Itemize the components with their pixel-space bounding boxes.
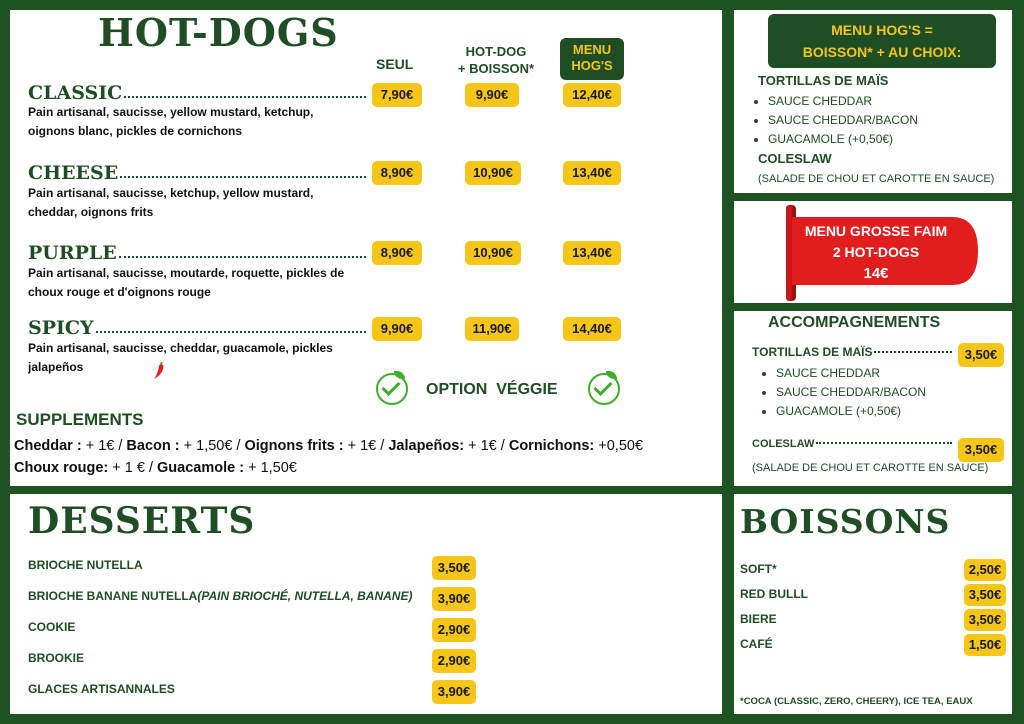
- menu-hogs-panel: [734, 10, 1012, 193]
- dotted-leader: [96, 331, 366, 333]
- boisson-name: BIERE: [740, 612, 777, 626]
- hotdog-purple-desc: Pain artisanal, saucisse, moutarde, roquette, pickles de choux rouge et d'oignons rouge: [28, 266, 345, 299]
- accomp-coleslaw-price: 3,50€: [958, 438, 1004, 462]
- dessert-name: BRIOCHE NUTELLA: [28, 558, 143, 572]
- supplement-price: + 1,50€: [244, 460, 297, 476]
- dessert-price: 3,90€: [432, 680, 476, 704]
- col-header-hotdog-boisson: HOT-DOG + BOISSON*: [457, 44, 535, 76]
- supplement-price: + 1€ /: [343, 438, 389, 454]
- hotdog-cheese-price-menu: 13,40€: [563, 161, 621, 185]
- hotdog-cheese-row: [28, 162, 370, 184]
- boisson-name: SOFT*: [740, 562, 777, 576]
- accomp-coleslaw-row: [752, 438, 956, 450]
- hotdog-spicy-row: [28, 317, 370, 339]
- hotdog-spicy-desc: Pain artisanal, saucisse, cheddar, guacamole, pickles jalapeños: [28, 341, 333, 374]
- hotdog-classic-price-seul: 7,90€: [372, 83, 422, 107]
- hotdog-classic-price-menu: 12,40€: [563, 83, 621, 107]
- hotdog-cheese-name: CHEESE: [28, 162, 119, 184]
- supplement-label: Oignons frits :: [244, 438, 344, 454]
- boissons-title: BOISSONS: [740, 502, 951, 541]
- hotdog-classic-price-boisson: 9,90€: [465, 83, 519, 107]
- boisson-name: RED BULLL: [740, 587, 808, 601]
- dessert-name: BRIOCHE BANANE NUTELLA: [28, 589, 198, 603]
- accomp-coleslaw-name: COLESLAW: [752, 438, 815, 450]
- desserts-title: DESSERTS: [28, 500, 256, 542]
- hotdog-cheese-price-seul: 8,90€: [372, 161, 422, 185]
- accompagnements-panel: [734, 311, 1012, 486]
- hotdog-purple-price-menu: 13,40€: [563, 241, 621, 265]
- boisson-row: [740, 637, 958, 651]
- accomp-sauce-list: [758, 364, 926, 421]
- col-header-menu-hogs: MENU HOG'S: [560, 38, 624, 80]
- boisson-row: [740, 587, 958, 601]
- hotdog-spicy-price-boisson: 11,90€: [465, 317, 519, 341]
- supplement-label: Jalapeños:: [388, 438, 465, 454]
- hotdog-spicy-price-seul: 9,90€: [372, 317, 422, 341]
- desserts-panel: [10, 494, 722, 714]
- grosse-faim-line2: 2 HOT-DOGS: [832, 244, 920, 260]
- supplement-label: Choux rouge:: [14, 460, 109, 476]
- menu-hogs-banner: [768, 14, 996, 68]
- dessert-row: [28, 651, 428, 665]
- menu-hogs-banner-line1: MENU HOG'S =: [831, 22, 933, 38]
- dessert-row: [28, 620, 428, 634]
- col-header-seul: SEUL: [376, 56, 414, 72]
- accomp-tortillas-row: [752, 345, 956, 359]
- chili-pepper-icon: [152, 362, 166, 378]
- hotdog-cheese-price-boisson: 10,90€: [465, 161, 521, 185]
- sauce-list-item: • GUACAMOLE (+0,50€): [776, 402, 926, 421]
- accomp-coleslaw-desc: (SALADE DE CHOU ET CAROTTE EN SAUCE): [752, 462, 989, 474]
- sauce-list-item: • SAUCE CHEDDAR/BACON: [776, 383, 926, 402]
- supplement-price: + 1€ /: [464, 438, 509, 454]
- boisson-row: [740, 562, 958, 576]
- menu-hogs-tortillas: TORTILLAS DE MAÏS: [758, 73, 889, 88]
- dessert-price: 3,90€: [432, 587, 476, 611]
- grosse-faim-panel: [734, 201, 1012, 303]
- dessert-name: BROOKIE: [28, 651, 85, 665]
- boisson-price: 3,50€: [964, 584, 1006, 606]
- grosse-faim-price: 14€: [863, 265, 889, 282]
- dotted-leader: [816, 442, 952, 444]
- dessert-row: [28, 682, 428, 696]
- hotdog-classic-row: [28, 82, 370, 104]
- supplement-price: + 1€ /: [81, 438, 127, 454]
- boissons-panel: [734, 494, 1012, 714]
- sauce-list-item: • SAUCE CHEDDAR: [776, 364, 926, 383]
- sauce-list-item: • GUACAMOLE (+0,50€): [768, 130, 918, 149]
- grosse-faim-text: [790, 221, 962, 284]
- boisson-price: 2,50€: [964, 559, 1006, 581]
- accompagnements-title: ACCOMPAGNEMENTS: [768, 314, 941, 331]
- supplement-label: Cornichons:: [508, 438, 595, 454]
- accomp-tortillas-name: TORTILLAS DE MAÏS: [752, 345, 873, 359]
- dotted-leader: [119, 256, 366, 258]
- supplement-label: Bacon :: [126, 438, 180, 454]
- boisson-row: [740, 612, 958, 626]
- sauce-list-item: • SAUCE CHEDDAR/BACON: [768, 111, 918, 130]
- accomp-tortillas-price: 3,50€: [958, 343, 1004, 367]
- boisson-price: 3,50€: [964, 609, 1006, 631]
- option-veggie-label: OPTION VÉGGIE: [426, 381, 558, 398]
- sauce-list-item: • SAUCE CHEDDAR: [768, 92, 918, 111]
- supplement-label: Cheddar :: [14, 438, 82, 454]
- hotdog-classic-name: CLASSIC: [28, 82, 123, 104]
- supplement-price: + 1,50€ /: [179, 438, 245, 454]
- menu-hogs-banner-line2: BOISSON* + AU CHOIX:: [802, 44, 962, 60]
- dotted-leader: [124, 96, 366, 98]
- hotdog-purple-row: [28, 242, 370, 264]
- hotdog-classic-desc: Pain artisanal, saucisse, yellow mustard, ketchup, oignons blanc, pickles de cornichons: [28, 105, 314, 138]
- dessert-price: 3,50€: [432, 556, 476, 580]
- dessert-row: [28, 589, 428, 603]
- dotted-leader: [120, 176, 366, 178]
- boissons-footnote: *COCA (CLASSIC, ZERO, CHEERY), ICE TEA, EAUX: [740, 696, 973, 707]
- supplement-price: + 1 € /: [108, 460, 158, 476]
- dessert-name: COOKIE: [28, 620, 76, 634]
- menu-hogs-coleslaw-desc: (SALADE DE CHOU ET CAROTTE EN SAUCE): [758, 173, 995, 185]
- menu-hogs-sauce-list: [750, 92, 918, 149]
- menu-hogs-coleslaw: COLESLAW: [758, 151, 832, 166]
- dessert-row: [28, 558, 428, 572]
- boisson-name: CAFÉ: [740, 637, 773, 651]
- dessert-note: (PAIN BRIOCHÉ, NUTELLA, BANANE): [197, 589, 413, 603]
- supplements-line-2: [14, 460, 297, 476]
- dotted-leader: [874, 351, 952, 353]
- dessert-name: GLACES ARTISANNALES: [28, 682, 175, 696]
- dessert-price: 2,90€: [432, 649, 476, 673]
- hotdog-purple-name: PURPLE: [28, 242, 117, 264]
- hotdog-spicy-price-menu: 14,40€: [563, 317, 621, 341]
- hotdogs-title: HOT-DOGS: [98, 10, 339, 55]
- supplement-price: +0,50€: [594, 438, 644, 454]
- hotdog-cheese-desc: Pain artisanal, saucisse, ketchup, yellow mustard, cheddar, oignons frits: [28, 186, 314, 219]
- dessert-price: 2,90€: [432, 618, 476, 642]
- hotdog-purple-price-boisson: 10,90€: [465, 241, 521, 265]
- grosse-faim-line1: MENU GROSSE FAIM: [804, 223, 948, 239]
- supplement-label: Guacamole :: [157, 460, 245, 476]
- hotdog-purple-price-seul: 8,90€: [372, 241, 422, 265]
- boisson-price: 1,50€: [964, 634, 1006, 656]
- supplements-title: SUPPLEMENTS: [16, 410, 144, 429]
- hotdog-spicy-name: SPICY: [28, 317, 94, 339]
- hotdogs-panel: [10, 10, 722, 486]
- supplements-line-1: [14, 438, 643, 454]
